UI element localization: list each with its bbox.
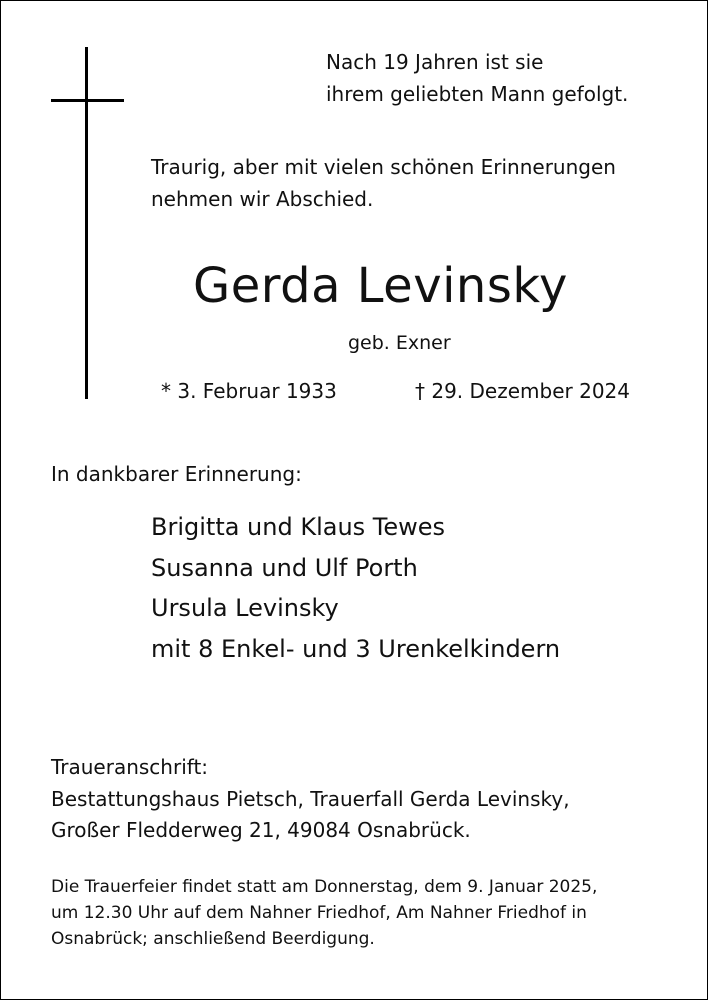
mourner-entry: Brigitta und Klaus Tewes <box>151 513 446 541</box>
deceased-name: Gerda Levinsky <box>193 258 568 314</box>
intro-text <box>326 46 628 110</box>
maiden-name: geb. Exner <box>348 332 451 354</box>
address-line: Großer Fledderweg 21, 49084 Osnabrück. <box>51 818 471 842</box>
farewell-text <box>151 151 616 215</box>
intro-line: ihrem geliebten Mann gefolgt. <box>326 82 629 106</box>
service-line: Osnabrück; anschließend Beerdigung. <box>51 929 375 949</box>
intro-line: Nach 19 Jahren ist sie <box>326 50 544 74</box>
cross-horizontal-bar <box>51 99 124 102</box>
farewell-line: Traurig, aber mit vielen schönen Erinnerungen <box>151 155 616 179</box>
mourners-list <box>151 507 560 669</box>
farewell-line: nehmen wir Abschied. <box>151 187 374 211</box>
service-line: um 12.30 Uhr auf dem Nahner Friedhof, Am Nahner Friedhof in <box>51 903 587 923</box>
address-line: Traueranschrift: <box>51 755 209 779</box>
mourning-address <box>51 752 570 847</box>
death-date: † 29. Dezember 2024 <box>415 379 630 403</box>
birth-date: * 3. Februar 1933 <box>161 379 337 403</box>
service-line: Die Trauerfeier findet statt am Donnerstag, dem 9. Januar 2025, <box>51 877 598 897</box>
mourner-entry: Susanna und Ulf Porth <box>151 553 418 582</box>
mourner-entry: Ursula Levinsky <box>151 594 339 622</box>
address-line: Bestattungshaus Pietsch, Trauerfall Gerda Levinsky, <box>51 786 570 811</box>
mourner-entry: mit 8 Enkel- und 3 Urenkelkindern <box>151 634 561 663</box>
funeral-service-info <box>51 874 597 952</box>
mourners-heading: In dankbarer Erinnerung: <box>51 462 302 486</box>
